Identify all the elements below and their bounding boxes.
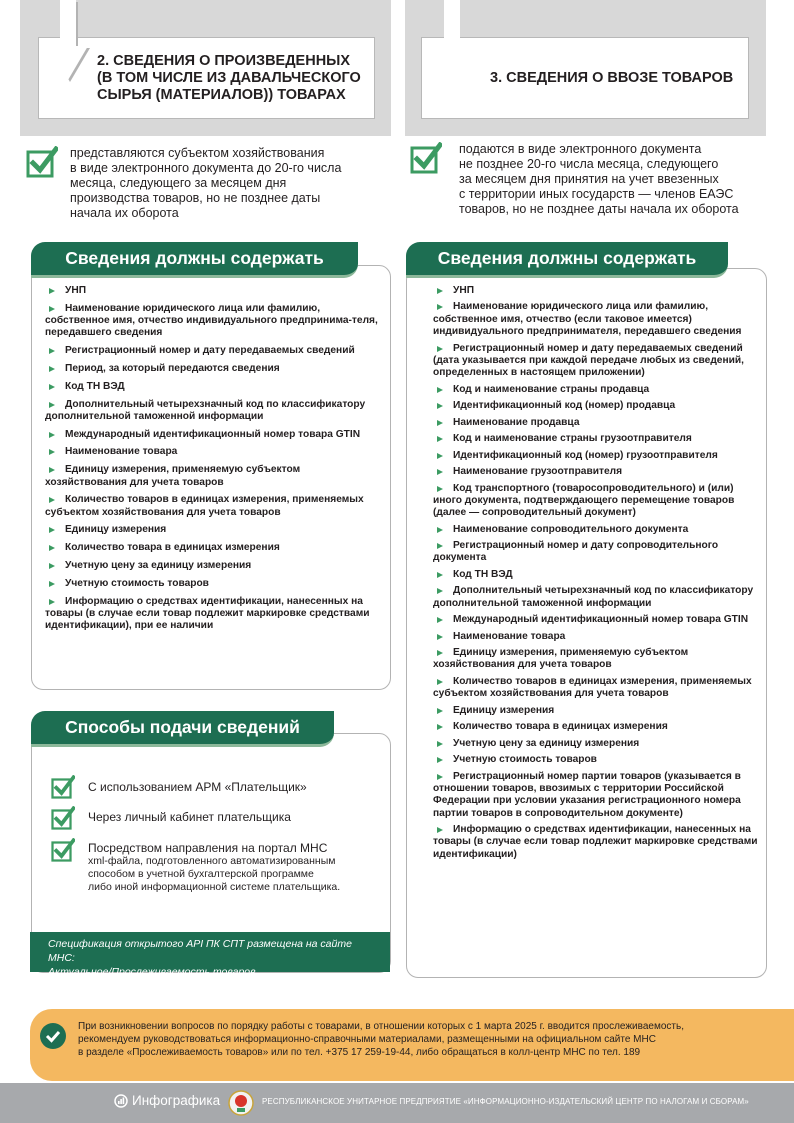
list-item: Единицу измерения [433,705,758,717]
footer: Инфографика РЕСПУБЛИКАНСКОЕ УНИТАРНОЕ ПРЕДПРИЯТИЕ «ИНФОРМАЦИОННО-ИЗДАТЕЛЬСКИЙ ЦЕНТР ПО НАЛОГАМ И СБОРАМ» [0,1083,794,1123]
list-item: Регистрационный номер и дату передаваемых сведений [45,345,380,357]
list-item: Единицу измерения, применяемую субъектом хозяйствования для учета товаров [45,464,380,489]
submission-method-arm: С использованием АРМ «Плательщик» [51,775,307,799]
list-item: Код ТН ВЭД [45,381,380,393]
checkmark-icon [51,838,75,862]
checkmark-icon [51,806,75,830]
list-item: Учетную стоимость товаров [45,578,380,590]
right-header-title: 3. СВЕДЕНИЯ О ВВОЗЕ ТОВАРОВ [490,69,734,86]
list-item: Наименование товара [45,446,380,458]
api-spec-note: Спецификация открытого API ПК СПТ размещена на сайте МНС: Актуальное/Прослеживаемость товаров. [30,932,390,972]
list-item: Наименование продавца [433,417,758,429]
list-item: Регистрационный номер партии товаров (указывается в отношении товаров, ввозимых с территории Российской Федерации при условии указания регистрационного номера партии товаров в сопроводительном документе) [433,771,758,820]
footer-brand: Инфографика [114,1093,220,1108]
list-item: Количество товара в единицах измерения [45,542,380,554]
list-item: Информацию о средствах идентификации, нанесенных на товары (в случае если товар подлежит маркировке средствами идентификации), при ее наличии [45,596,380,633]
list-item: Период, за который передаются сведения [45,363,380,375]
checkmark-icon [51,775,75,799]
list-item: Количество товаров в единицах измерения, применяемых субъектом хозяйствования для учета товаров [433,676,758,701]
list-item: Регистрационный номер и дату сопроводительного документа [433,540,758,565]
right-intro: подаются в виде электронного документа не позднее 20-го числа месяца, следующего за месяцем дня принятия на учет ввезенных с территории иных государств — членов ЕАЭС товаров, но не позднее даты начала их оборота [459,142,739,216]
contact-note: При возникновении вопросов по порядку работы с товарами, в отношении которых с 1 марта 2025 г. вводится прослеживаемость, рекомендуем руководствоваться информационно-справочными материалами, размещенными на официальном сайте МНС в разделе «Прослеживаемость товаров» или по тел. +375 17 259-19-44, либо обращаться в колл-центр МНС по тел. 189 [30,1009,794,1081]
arrow-down-icon [432,0,472,80]
list-item: Дополнительный четырехзначный код по классификатору дополнительной таможенной информации [45,399,380,424]
list-item: Количество товаров в единицах измерения, применяемых субъектом хозяйствования для учета товаров [45,494,380,519]
list-item: Наименование товара [433,631,758,643]
list-item: Регистрационный номер и дату передаваемых сведений (дата указывается при каждой передаче любых из сведений, определенных в настоящем приложении) [433,343,758,380]
list-item: Информацию о средствах идентификации, нанесенных на товары (в случае если товар подлежит маркировке средствами идентификации) [433,824,758,860]
left-requirements-list [45,285,380,638]
list-item: Учетную цену за единицу измерения [45,560,380,572]
check-circle-icon [40,1023,66,1049]
list-item: Код и наименование страны продавца [433,384,758,396]
list-item: Учетную цену за единицу измерения [433,738,758,750]
right-requirements-list [433,285,758,865]
list-item: УНП [45,285,380,297]
list-item: Единицу измерения, применяемую субъектом хозяйствования для учета товаров [433,647,758,672]
left-intro: представляются субъектом хозяйствования в виде электронного документа до 20-го числа месяца, следующего за месяцем дня производства товаров, но не позднее даты начала их оборота [70,146,342,220]
list-item: Международный идентификационный номер товара GTIN [45,429,380,441]
list-item: Код транспортного (товаросопроводительного) и (или) иного документа, подтверждающего перемещение товаров (далее — сопроводительный документ) [433,483,758,520]
list-item: Код ТН ВЭД [433,569,758,581]
infographic-icon [114,1094,128,1108]
list-item: Идентификационный код (номер) продавца [433,400,758,412]
submission-method-cabinet: Через личный кабинет плательщика [51,806,291,830]
left-header-title: 2. СВЕДЕНИЯ О ПРОИЗВЕДЕННЫХ (В ТОМ ЧИСЛЕ ИЗ ДАВАЛЬЧЕСКОГО СЫРЬЯ (МАТЕРИАЛОВ)) ТОВАРАХ [97,52,361,103]
submission-method-portal: Посредством направления на портал МНС xml-файла, подготовленного автоматизированным способом в учетной бухгалтерской программе либо иной информационной системе плательщика. [51,838,340,894]
arrow-down-icon [48,0,88,80]
list-item: Количество товара в единицах измерения [433,721,758,733]
list-item: Наименование юридического лица или фамилию, собственное имя, отчество индивидуального предпринима-теля, передавшего сведения [45,303,380,340]
list-item: Идентификационный код (номер) грузоотправителя [433,450,758,462]
list-item: УНП [433,285,758,297]
emblem-icon [227,1088,255,1118]
checkmark-icon [410,142,442,174]
list-item: Международный идентификационный номер товара GTIN [433,614,758,626]
checkmark-icon [26,146,58,178]
list-item: Наименование сопроводительного документа [433,524,758,536]
list-item: Дополнительный четырехзначный код по классификатору дополнительной таможенной информации [433,585,758,610]
submission-heading: Способы подачи сведений [31,711,334,747]
list-item: Наименование грузоотправителя [433,466,758,478]
list-item: Наименование юридического лица или фамилию, собственное имя, отчество (если таковое имеется) индивидуального предпринимателя, передавшего сведения [433,301,758,338]
list-item: Единицу измерения [45,524,380,536]
left-requirements-heading: Сведения должны содержать [31,242,358,278]
list-item: Учетную стоимость товаров [433,754,758,766]
right-requirements-heading: Сведения должны содержать [406,242,728,278]
list-item: Код и наименование страны грузоотправителя [433,433,758,445]
